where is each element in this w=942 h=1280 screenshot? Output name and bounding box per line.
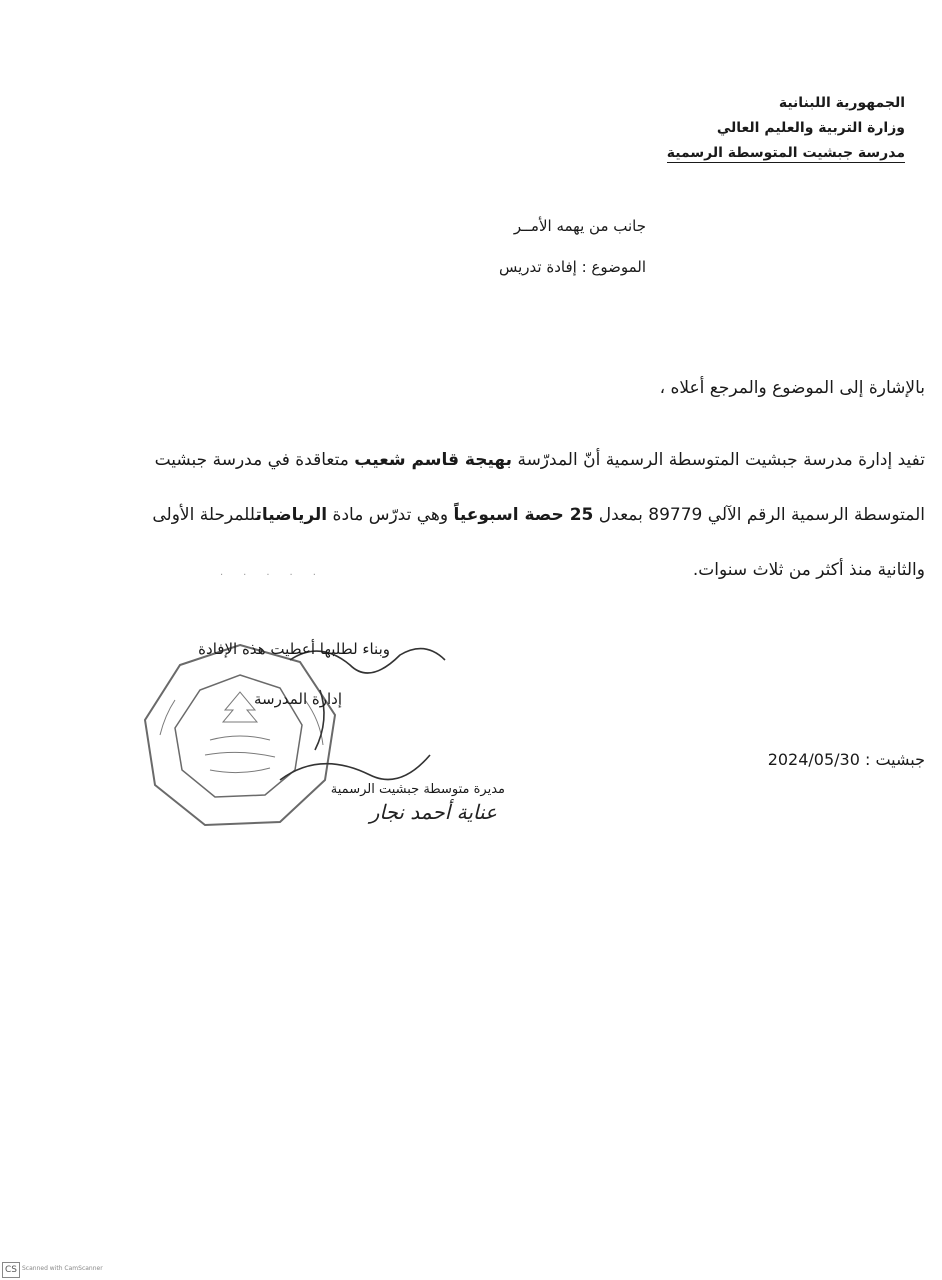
weekly-hours: 25 حصة اسبوعياً — [453, 505, 594, 525]
addressee: جانب من يهمه الأمــر — [513, 217, 646, 235]
closing-line: وبناء لطلبها أعطيت هذه الإفادة — [198, 640, 390, 658]
camscanner-logo-icon: CS — [2, 1262, 20, 1278]
greeting: بالإشارة إلى الموضوع والمرجع أعلاه ، — [659, 378, 925, 398]
body-line-1 — [155, 450, 925, 470]
header-ministry: وزارة التربية والعليم العالي — [716, 120, 905, 136]
director-title: مديرة متوسطة جبشيت الرسمية — [330, 782, 505, 797]
body-text: المتوسطة الرسمية الرقم الآلي 89779 بمعدل — [598, 505, 925, 525]
body-line-2 — [152, 505, 925, 525]
subject-taught: الرياضيات — [255, 505, 328, 525]
header-country: الجمهورية اللبنانية — [778, 95, 905, 111]
director-name: عناية أحمد نجار — [369, 800, 497, 824]
teacher-name: بهيجة قاسم شعيب — [354, 450, 513, 470]
date-line: جبشيت : 2024/05/30 — [767, 750, 925, 769]
body-text: وهي تدرّس مادة — [332, 505, 449, 525]
body-text: متعاقدة في مدرسة جبشيت — [154, 450, 349, 470]
scan-dots: ····· — [220, 570, 336, 581]
body-text: تفيد إدارة مدرسة جبشيت المتوسطة الرسمية أنّ المدرّسة — [517, 450, 925, 470]
subject-line: الموضوع : إفادة تدريس — [499, 258, 646, 276]
body-text: للمرحلة الأولى — [152, 505, 256, 525]
scanner-watermark: Scanned with CamScanner — [22, 1265, 103, 1272]
header-school: مدرسة جبشيت المتوسطة الرسمية — [666, 145, 905, 161]
admin-label: إدارة المدرسة — [253, 690, 342, 708]
body-line-3: والثانية منذ أكثر من ثلاث سنوات. — [692, 560, 925, 580]
